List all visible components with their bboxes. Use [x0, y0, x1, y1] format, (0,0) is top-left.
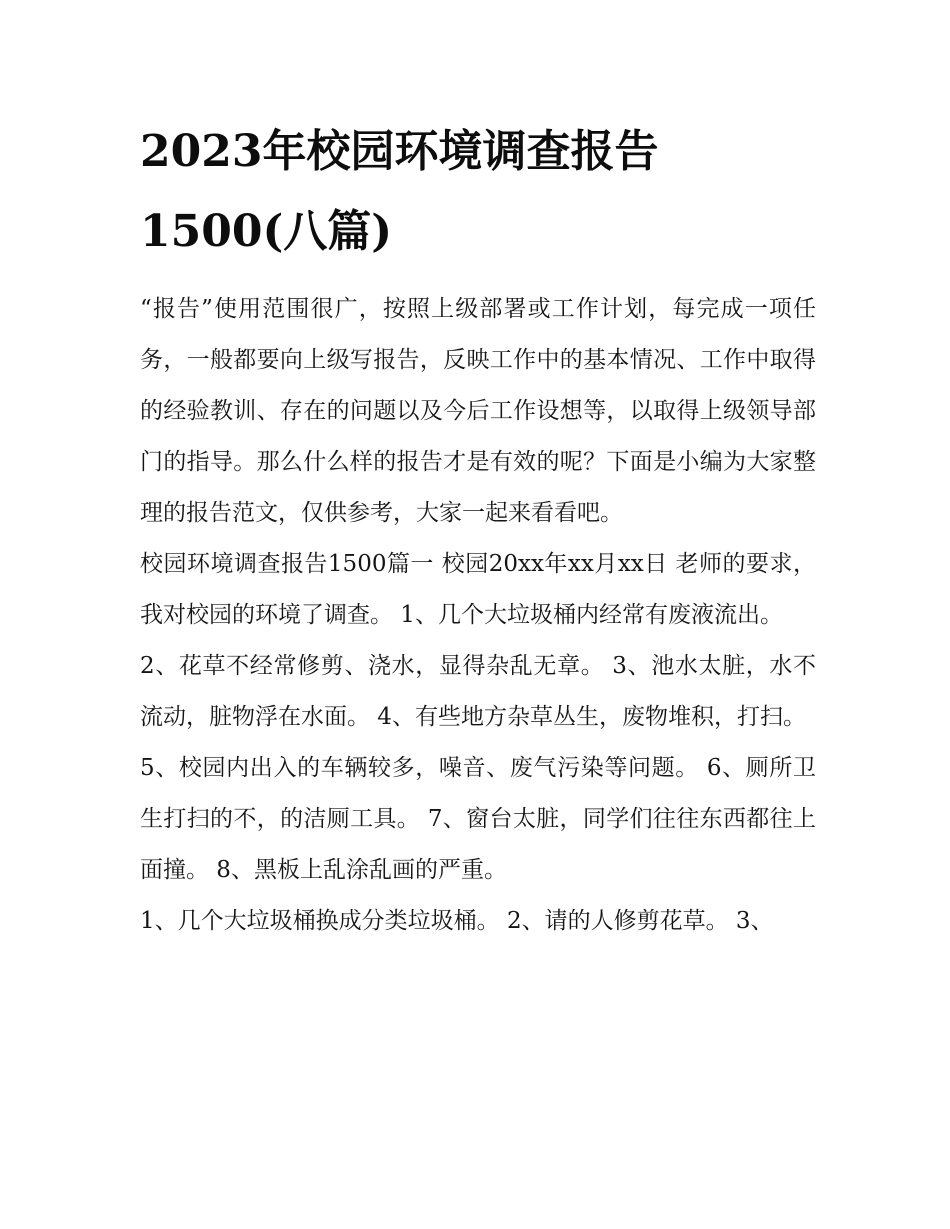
document-body	[140, 112, 816, 947]
document-title	[140, 112, 816, 272]
title-line-1: 2023年校园环境调查报告	[140, 126, 659, 177]
intro-paragraph: “报告”使用范围很广，按照上级部署或工作计划，每完成一项任务，一般都要向上级写报告，反映工作中的基本情况、工作中取得的经验教训、存在的问题以及今后工作设想等，以取得上级领导部门的指导。那么什么样的报告才是有效的呢？下面是小编为大家整理的报告范文，仅供参考，大家一起来看看吧。	[140, 296, 816, 526]
problem-paragraph-2: 5、校园内出入的车辆较多，噪音、废气污染等问题。 6、厕所卫生打扫的不，的洁厕工具。 7、窗台太脏，同学们往往东西都往上面撞。 8、黑板上乱涂乱画的严重。	[140, 755, 816, 883]
title-line-2: 1500(八篇)	[140, 206, 393, 257]
suggestion-paragraph: 1、几个大垃圾桶换成分类垃圾桶。 2、请的人修剪花草。 3、	[140, 908, 774, 934]
problem-paragraph-1: 2、花草不经常修剪、浇水，显得杂乱无章。 3、池水太脏，水不流动，脏物浮在水面。 4、有些地方杂草丛生，废物堆积，打扫。	[140, 653, 816, 730]
survey-paragraph: 校园环境调查报告1500篇一 校园20xx年xx月xx日 老师的要求，我对校园的环境了调查。 1、几个大垃圾桶内经常有废液流出。	[140, 551, 816, 628]
